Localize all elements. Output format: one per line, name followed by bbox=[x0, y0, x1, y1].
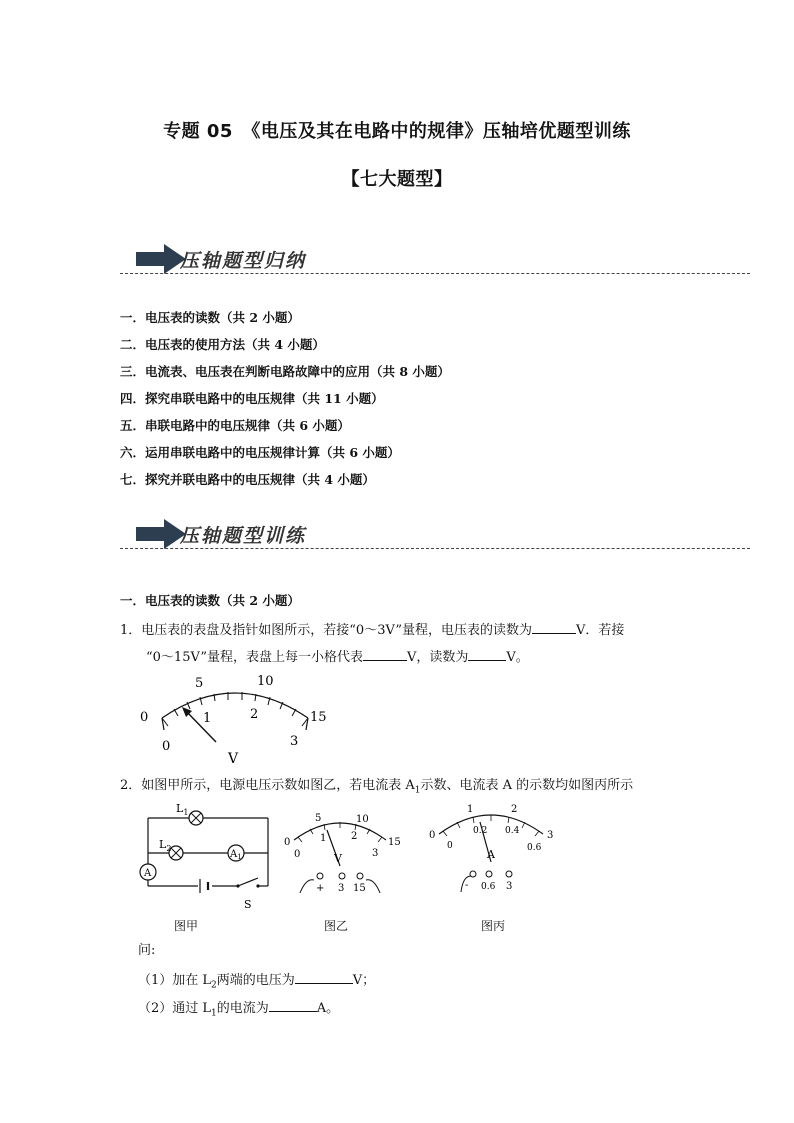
svg-text:1: 1 bbox=[467, 804, 474, 815]
dial-unit: V bbox=[228, 751, 239, 767]
svg-text:0: 0 bbox=[294, 849, 301, 860]
list-item: 一．电压表的读数（共 2 小题） bbox=[120, 310, 300, 325]
dial-inner-label: 1 bbox=[203, 711, 212, 726]
question-1-line-2: “0～15V”量程，表盘上每一小格代表 V，读数为 V。 bbox=[146, 646, 529, 668]
ammeter-symbol: A bbox=[144, 868, 152, 879]
svg-text:1: 1 bbox=[320, 833, 327, 844]
list-item: 七．探究并联电路中的电压规律（共 4 小题） bbox=[120, 472, 375, 487]
switch-label: S bbox=[244, 898, 252, 911]
svg-text:0.4: 0.4 bbox=[505, 826, 520, 836]
answer-blank[interactable] bbox=[532, 619, 576, 634]
list-item: 三．电流表、电压表在判断电路故障中的应用（共 8 小题） bbox=[120, 364, 450, 379]
list-item: 二．电压表的使用方法（共 4 小题） bbox=[120, 337, 325, 352]
divider bbox=[120, 548, 750, 549]
svg-text:3: 3 bbox=[506, 881, 513, 892]
svg-text:3: 3 bbox=[338, 883, 345, 894]
answer-blank[interactable] bbox=[363, 646, 407, 661]
svg-text:10: 10 bbox=[356, 814, 369, 825]
dial-needle bbox=[185, 710, 216, 742]
dial-inner-label: 3 bbox=[290, 734, 299, 749]
svg-text:V: V bbox=[334, 852, 342, 865]
svg-text:L2: $L_2$ bbox=[159, 838, 172, 853]
figure-caption: 图甲 bbox=[174, 919, 199, 933]
question-2: 2．如图甲所示，电源电压示数如图乙，若电流表 $A_1$示数、电流表 A 的示数均如图丙所示 bbox=[120, 778, 634, 796]
svg-text:+: + bbox=[316, 883, 325, 894]
svg-text:0: 0 bbox=[429, 830, 436, 841]
svg-text:15: 15 bbox=[388, 837, 401, 848]
svg-text:A1: $A_1$ bbox=[230, 849, 242, 861]
dial-outer-label: 15 bbox=[310, 710, 327, 725]
svg-text:15: 15 bbox=[353, 883, 366, 894]
dial-outer-label: 5 bbox=[195, 676, 204, 691]
figure-caption: 图乙 bbox=[324, 919, 349, 933]
dial-inner-label: 0 bbox=[162, 739, 171, 754]
svg-text:-: - bbox=[465, 880, 469, 891]
dial-outer-label: 0 bbox=[140, 710, 149, 725]
banner-label: 压轴题型归纳 bbox=[180, 250, 307, 272]
question-2-ask: 问: bbox=[138, 943, 156, 958]
ammeter-figure bbox=[425, 800, 565, 905]
dial-outer-label: 10 bbox=[257, 674, 274, 689]
list-item: 六．运用串联电路中的电压规律计算（共 6 小题） bbox=[120, 445, 400, 460]
svg-text:2: 2 bbox=[511, 804, 518, 815]
answer-blank[interactable] bbox=[295, 969, 353, 984]
section-heading: 一．电压表的读数（共 2 小题） bbox=[120, 593, 300, 608]
svg-text:0: 0 bbox=[284, 837, 291, 848]
svg-text:2: 2 bbox=[351, 831, 358, 842]
dial-inner-label: 2 bbox=[250, 707, 259, 722]
figure-caption: 图丙 bbox=[481, 919, 506, 933]
svg-text:5: 5 bbox=[315, 813, 322, 824]
question-2-part-2: （2）通过 $L_1$的电流为 A。 bbox=[138, 997, 339, 1024]
svg-text:0.2: 0.2 bbox=[473, 826, 488, 836]
svg-text:3: 3 bbox=[372, 848, 379, 859]
question-1-line-1: 1．电压表的表盘及指针如图所示，若接“0～3V”量程，电压表的读数为 V．若接 bbox=[120, 619, 624, 641]
page-subtitle: 【七大题型】 bbox=[341, 169, 453, 190]
category-list bbox=[120, 308, 450, 497]
list-item: 五．串联电路中的电压规律（共 6 小题） bbox=[120, 418, 350, 433]
divider bbox=[120, 273, 750, 274]
question-2-part-1: （1）加在 $L_2$两端的电压为 V； bbox=[138, 969, 375, 996]
page-title: 专题 05 《电压及其在电路中的规律》压轴培优题型训练 bbox=[163, 121, 631, 142]
svg-text:0: 0 bbox=[447, 841, 453, 851]
banner-label: 压轴题型训练 bbox=[180, 525, 307, 547]
svg-text:0.6: 0.6 bbox=[527, 843, 542, 853]
svg-text:L1: $L_1$ bbox=[176, 802, 189, 817]
section-banner-summary bbox=[120, 240, 750, 280]
list-item: 四．探究串联电路中的电压规律（共 11 小题） bbox=[120, 391, 384, 406]
voltmeter-dial-figure bbox=[130, 670, 340, 770]
section-banner-training bbox=[120, 515, 750, 555]
answer-blank[interactable] bbox=[468, 646, 506, 661]
voltmeter-figure bbox=[280, 808, 410, 908]
svg-text:3: 3 bbox=[547, 830, 554, 841]
circuit-diagram bbox=[130, 800, 280, 935]
svg-text:0.6: 0.6 bbox=[481, 882, 496, 892]
svg-text:A: A bbox=[487, 848, 495, 861]
answer-blank[interactable] bbox=[269, 997, 317, 1012]
